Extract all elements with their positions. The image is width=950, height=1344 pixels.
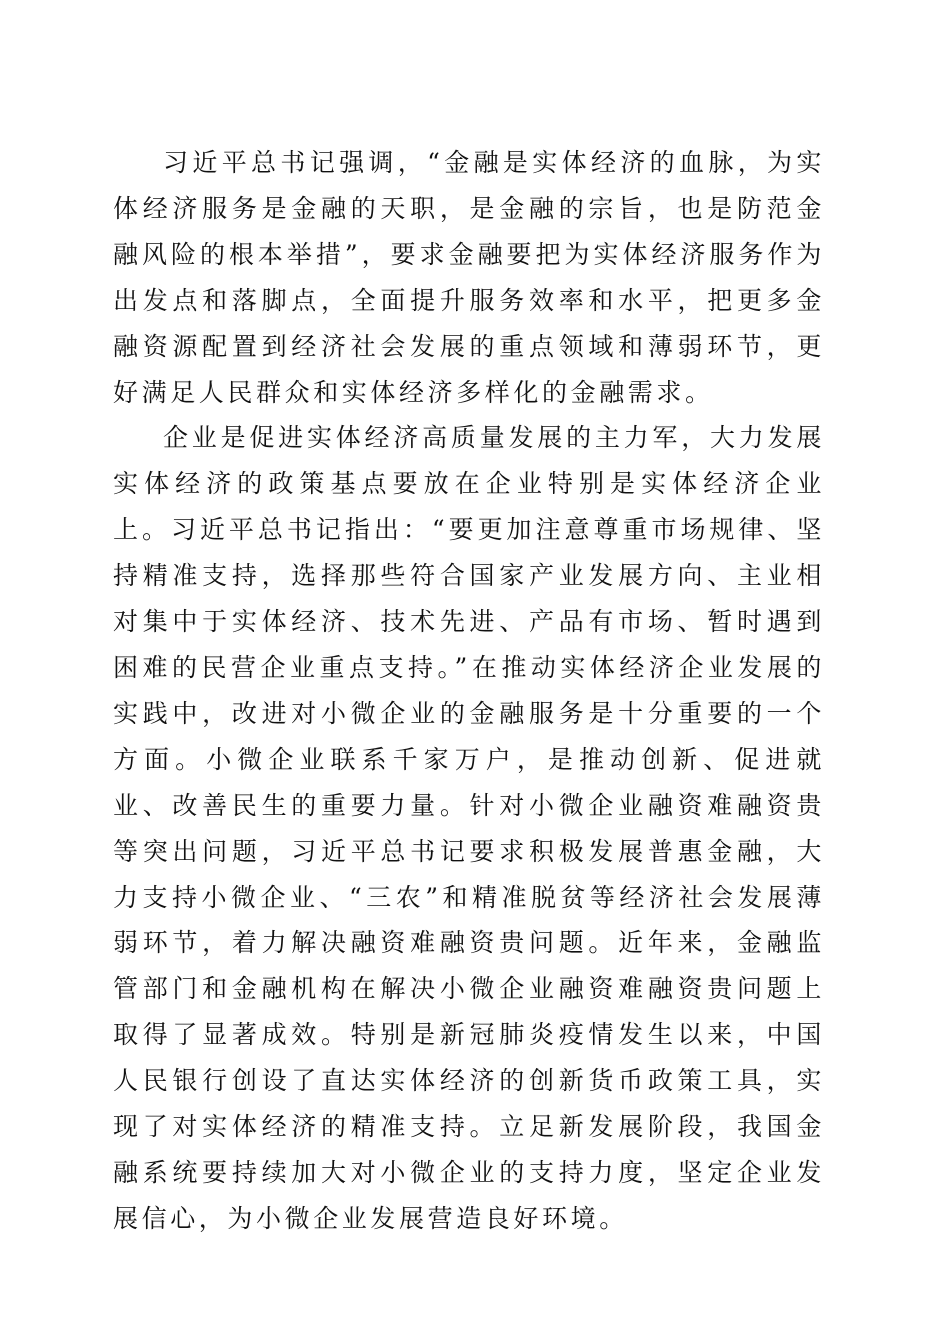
paragraph-1: 习近平总书记强调，“金融是实体经济的血脉，为实体经济服务是金融的天职，是金融的宗旨，也是防范金融风险的根本举措”，要求金融要把为实体经济服务作为出发点和落脚点，全面提升服务效率和水平，把更多金融资源配置到经济社会发展的重点领域和薄弱环节，更好满足人民群众和实体经济多样化的金融需求。 <box>113 148 825 407</box>
document-body <box>113 140 825 1242</box>
paragraph-2: 企业是促进实体经济高质量发展的主力军，大力发展实体经济的政策基点要放在企业特别是实体经济企业上。习近平总书记指出：“要更加注意尊重市场规律、坚持精准支持，选择那些符合国家产业发展方向、主业相对集中于实体经济、技术先进、产品有市场、暂时遇到困难的民营企业重点支持。”在推动实体经济企业发展的实践中，改进对小微企业的金融服务是十分重要的一个方面。小微企业联系千家万户，是推动创新、促进就业、改善民生的重要力量。针对小微企业融资难融资贵等突出问题，习近平总书记要求积极发展普惠金融，大力支持小微企业、“三农”和精准脱贫等经济社会发展薄弱环节，着力解决融资难融资贵问题。近年来，金融监管部门和金融机构在解决小微企业融资难融资贵问题上取得了显著成效。特别是新冠肺炎疫情发生以来，中国人民银行创设了直达实体经济的创新货币政策工具，实现了对实体经济的精准支持。立足新发展阶段，我国金融系统要持续加大对小微企业的支持力度，坚定企业发展信心，为小微企业发展营造良好环境。 <box>113 423 825 1233</box>
